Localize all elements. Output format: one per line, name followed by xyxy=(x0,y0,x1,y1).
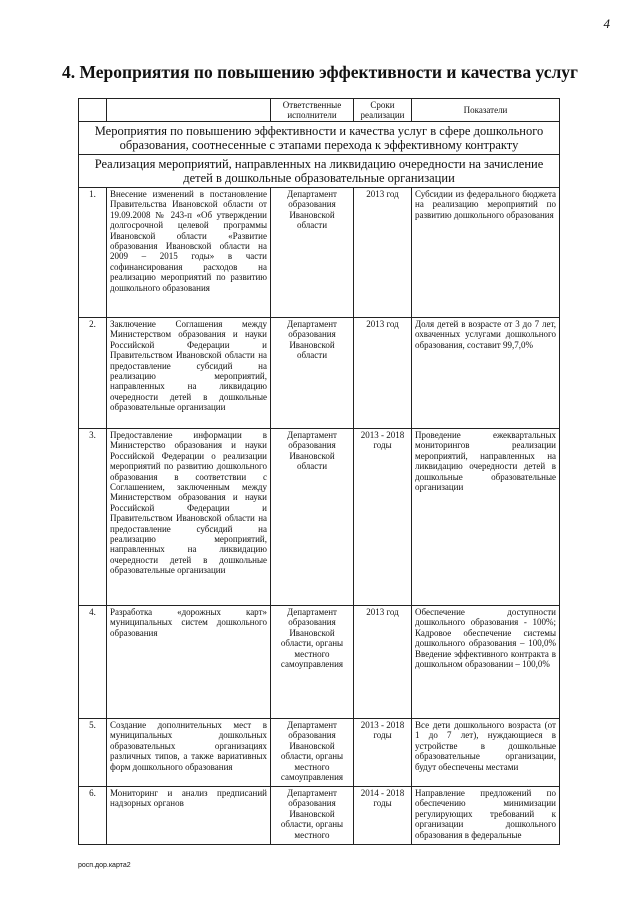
page-number: 4 xyxy=(603,16,610,31)
row-indicator: Направление предложений по обеспечению минимизации регулирующих требований к организации дошкольного образования в федеральные xyxy=(412,787,560,845)
row-responsible: Департамент образования Ивановской области xyxy=(271,188,354,318)
row-number: 6. xyxy=(79,787,107,845)
footer-file-label: росп.дор.карта2 xyxy=(78,862,131,869)
row-event: Внесение изменений в постановление Правительства Ивановской области от 19.09.2008 № 243-п «Об утверждении долгосрочной целевой программы Ивановской области «Развитие образования Ивановской области на 2009 – 2015 годы» в части софинансирования расходов на реализацию мероприятий по развитию дошкольного образования xyxy=(107,188,271,318)
row-indicator: Обеспечение доступности дошкольного образования - 100%; Кадровое обеспечение системы дошкольного образования – 100,0% Введение эффективного контракта в дошкольном образовании – 100,0% xyxy=(412,606,560,719)
table-row xyxy=(79,188,560,318)
row-terms: 2013 - 2018 годы xyxy=(354,719,412,787)
table-row xyxy=(79,787,560,845)
header-indicators: Показатели xyxy=(412,99,560,122)
row-terms: 2014 - 2018 годы xyxy=(354,787,412,845)
row-responsible: Департамент образования Ивановской области xyxy=(271,429,354,606)
row-event: Заключение Соглашения между Министерством образования и науки Российской Федерации и Правительством Ивановской области на предоставление субсидий на реализацию мероприятий, направленных на ликвидацию очередности детей в дошкольные образовательные организации xyxy=(107,318,271,429)
table-row xyxy=(79,429,560,606)
page-title: 4. Мероприятия по повышению эффективности и качества услуг xyxy=(61,62,579,82)
row-responsible: Департамент образования Ивановской области, органы местного самоуправления xyxy=(271,719,354,787)
row-event: Создание дополнительных мест в муниципальных дошкольных образовательных организациях различных типов, а также вариативных форм дошкольного образования xyxy=(107,719,271,787)
section-row xyxy=(79,122,560,155)
header-responsible: Ответственные исполнители xyxy=(271,99,354,122)
measures-table xyxy=(78,98,560,845)
row-number: 4. xyxy=(79,606,107,719)
section-heading-1: Мероприятия по повышению эффективности и качества услуг в сфере дошкольного образования, соотнесенные с этапами перехода к эффективному контракту xyxy=(79,122,560,155)
row-number: 2. xyxy=(79,318,107,429)
row-responsible: Департамент образования Ивановской области, органы местного самоуправления xyxy=(271,606,354,719)
table-row xyxy=(79,606,560,719)
row-responsible: Департамент образования Ивановской области xyxy=(271,318,354,429)
row-indicator: Проведение ежеквартальных мониторингов реализации мероприятий, направленных на ликвидацию очередности детей в дошкольные образовательные организации xyxy=(412,429,560,606)
row-event: Предоставление информации в Министерство образования и науки Российской Федерации о реализации мероприятий по развитию дошкольного образования в соответствии с Соглашением, заключенным между Министерством образования и науки Российской Федерации и Правительством Ивановской области на предоставление субсидий на реализацию мероприятий, направленных на ликвидацию очередности детей в дошкольные образовательные организации xyxy=(107,429,271,606)
row-number: 1. xyxy=(79,188,107,318)
row-responsible: Департамент образования Ивановской области, органы местного xyxy=(271,787,354,845)
row-event: Разработка «дорожных карт» муниципальных систем дошкольного образования xyxy=(107,606,271,719)
table-row xyxy=(79,719,560,787)
header-num xyxy=(79,99,107,122)
header-terms: Сроки реализации xyxy=(354,99,412,122)
section-row xyxy=(79,155,560,188)
row-number: 5. xyxy=(79,719,107,787)
row-terms: 2013 - 2018 годы xyxy=(354,429,412,606)
row-event: Мониторинг и анализ предписаний надзорных органов xyxy=(107,787,271,845)
header-event xyxy=(107,99,271,122)
row-terms: 2013 год xyxy=(354,188,412,318)
row-terms: 2013 год xyxy=(354,318,412,429)
section-heading-2: Реализация мероприятий, направленных на ликвидацию очередности на зачисление детей в дошкольные образовательные организации xyxy=(79,155,560,188)
row-terms: 2013 год xyxy=(354,606,412,719)
table-header-row xyxy=(79,99,560,122)
row-indicator: Доля детей в возрасте от 3 до 7 лет, охваченных услугами дошкольного образования, составит 99,7,0% xyxy=(412,318,560,429)
row-number: 3. xyxy=(79,429,107,606)
row-indicator: Субсидии из федерального бюджета на реализацию мероприятий по развитию дошкольного образования xyxy=(412,188,560,318)
row-indicator: Все дети дошкольного возраста (от 1 до 7 лет), нуждающиеся в устройстве в дошкольные образовательные организации, будут обеспечены местами xyxy=(412,719,560,787)
table-row xyxy=(79,318,560,429)
